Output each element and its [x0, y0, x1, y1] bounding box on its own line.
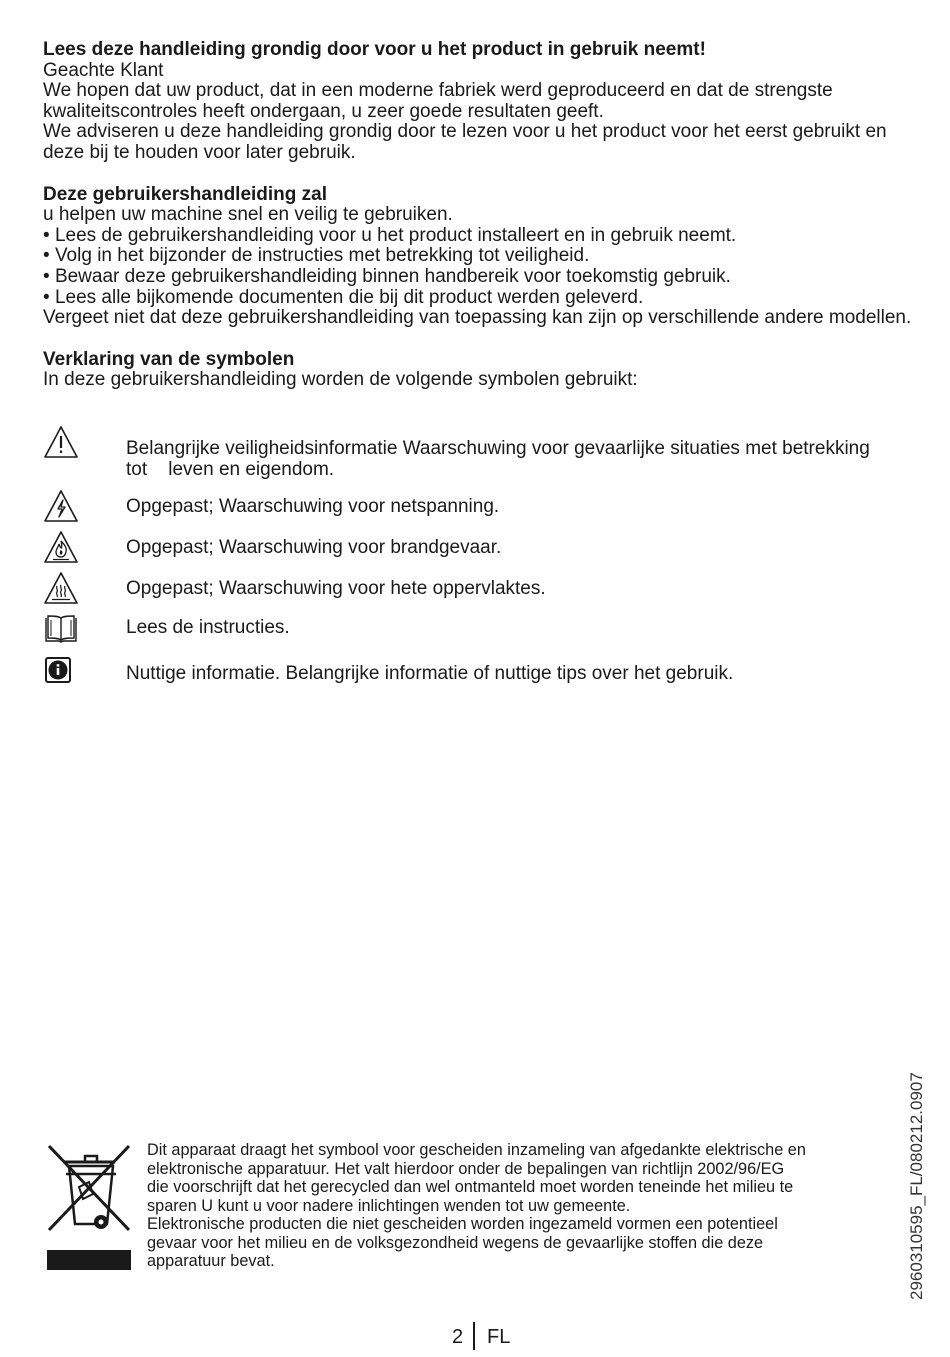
weee-notice-line: sparen U kunt u voor nadere inlichtingen wenden tot uw gemeente. [147, 1196, 631, 1215]
symbol-item [43, 425, 913, 489]
symbol-description: Opgepast; Waarschuwing voor brandgevaar. [126, 537, 502, 558]
manual-bullet: • Volg in het bijzonder de instructies met betrekking tot veiligheid. [43, 246, 913, 267]
page-number: 2 [452, 1326, 464, 1348]
warning-triangle-icon [43, 425, 79, 461]
symbol-description: Nuttige informatie. Belangrijke informatie of nuttige tips over het gebruik. [126, 663, 734, 684]
intro-title: Lees deze handleiding grondig door voor u het product in gebruik neemt! [43, 39, 706, 60]
symbols-lead: In deze gebruikershandleiding worden de volgende symbolen gebruikt: [43, 369, 638, 391]
language-code: FL [487, 1326, 511, 1348]
weee-notice [147, 1141, 877, 1271]
manual-bullet: • Lees alle bijkomende documenten die bij dit product werden geleverd. [43, 288, 913, 309]
symbol-description: Opgepast; Waarschuwing voor netspanning. [126, 496, 500, 517]
manual-bullet: • Lees de gebruikershandleiding voor u het product installeert en in gebruik neemt. [43, 226, 913, 247]
weee-notice-line: apparatuur bevat. [147, 1252, 275, 1270]
symbol-item [43, 612, 913, 655]
crossed-out-bin-icon [45, 1142, 133, 1272]
book-icon [43, 612, 79, 648]
symbol-item [43, 655, 913, 695]
weee-notice-line: gevaar voor het milieu en de volksgezondheid wegens de gevaarlijke stoffen die deze [147, 1233, 764, 1252]
manual-note: Vergeet niet dat deze gebruikershandleiding van toepassing kan zijn op verschillende andere modellen. [43, 307, 912, 329]
manual-title: Deze gebruikershandleiding zal [43, 183, 328, 205]
manual-section [43, 185, 913, 329]
greeting: Geachte Klant [43, 59, 164, 81]
symbol-description: Belangrijke veiligheidsinformatie Waarschuwing voor gevaarlijke situaties met betrekking [126, 438, 870, 459]
weee-notice-line: elektronische apparatuur. Het valt hierdoor onder de bepalingen van richtlijn 2002/96/EG [147, 1159, 785, 1178]
symbols-list [43, 425, 913, 695]
symbol-item [43, 489, 913, 530]
symbol-description: Lees de instructies. [126, 617, 290, 638]
symbols-heading [43, 350, 913, 391]
weee-notice-line: die voorschrijft dat het gerecycled dan wel ontmanteld moet worden teneinde het milieu te [147, 1178, 794, 1196]
manual-bullet: • Bewaar deze gebruikershandleiding binnen handbereik voor toekomstig gebruik. [43, 267, 913, 288]
symbol-item [43, 571, 913, 612]
document-body [43, 40, 913, 391]
weee-notice-line: Elektronische producten die niet gescheiden worden ingezameld vormen een potentieel [147, 1215, 778, 1233]
intro-paragraph-1: We hopen dat uw product, dat in een moderne fabriek werd geproduceerd en dat de strengste kwaliteitscontroles heeft ondergaan, u zeer goede resultaten geeft. [43, 80, 833, 122]
symbol-item [43, 530, 913, 571]
weee-notice-line: Dit apparaat draagt het symbool voor gescheiden inzameling van afgedankte elektrische en [147, 1141, 806, 1159]
info-icon [43, 655, 79, 691]
symbols-title: Verklaring van de symbolen [43, 348, 295, 370]
intro-section [43, 40, 913, 164]
symbol-description: tot leven en eigendom. [126, 458, 335, 480]
document-code: 2960310595_FL/080212.0907 [907, 1072, 926, 1300]
hot-surface-icon [43, 571, 79, 607]
manual-lead: u helpen uw machine snel en veilig te gebruiken. [43, 204, 453, 226]
electric-shock-icon [43, 489, 79, 525]
footer-divider [473, 1322, 475, 1350]
intro-paragraph-2: We adviseren u deze handleiding grondig door te lezen voor u het product voor het eerst gebruikt en deze bij te houden voor later gebruik. [43, 121, 887, 163]
symbol-description: Opgepast; Waarschuwing voor hete oppervlaktes. [126, 578, 546, 599]
page-footer [0, 1322, 950, 1352]
fire-hazard-icon [43, 530, 79, 566]
